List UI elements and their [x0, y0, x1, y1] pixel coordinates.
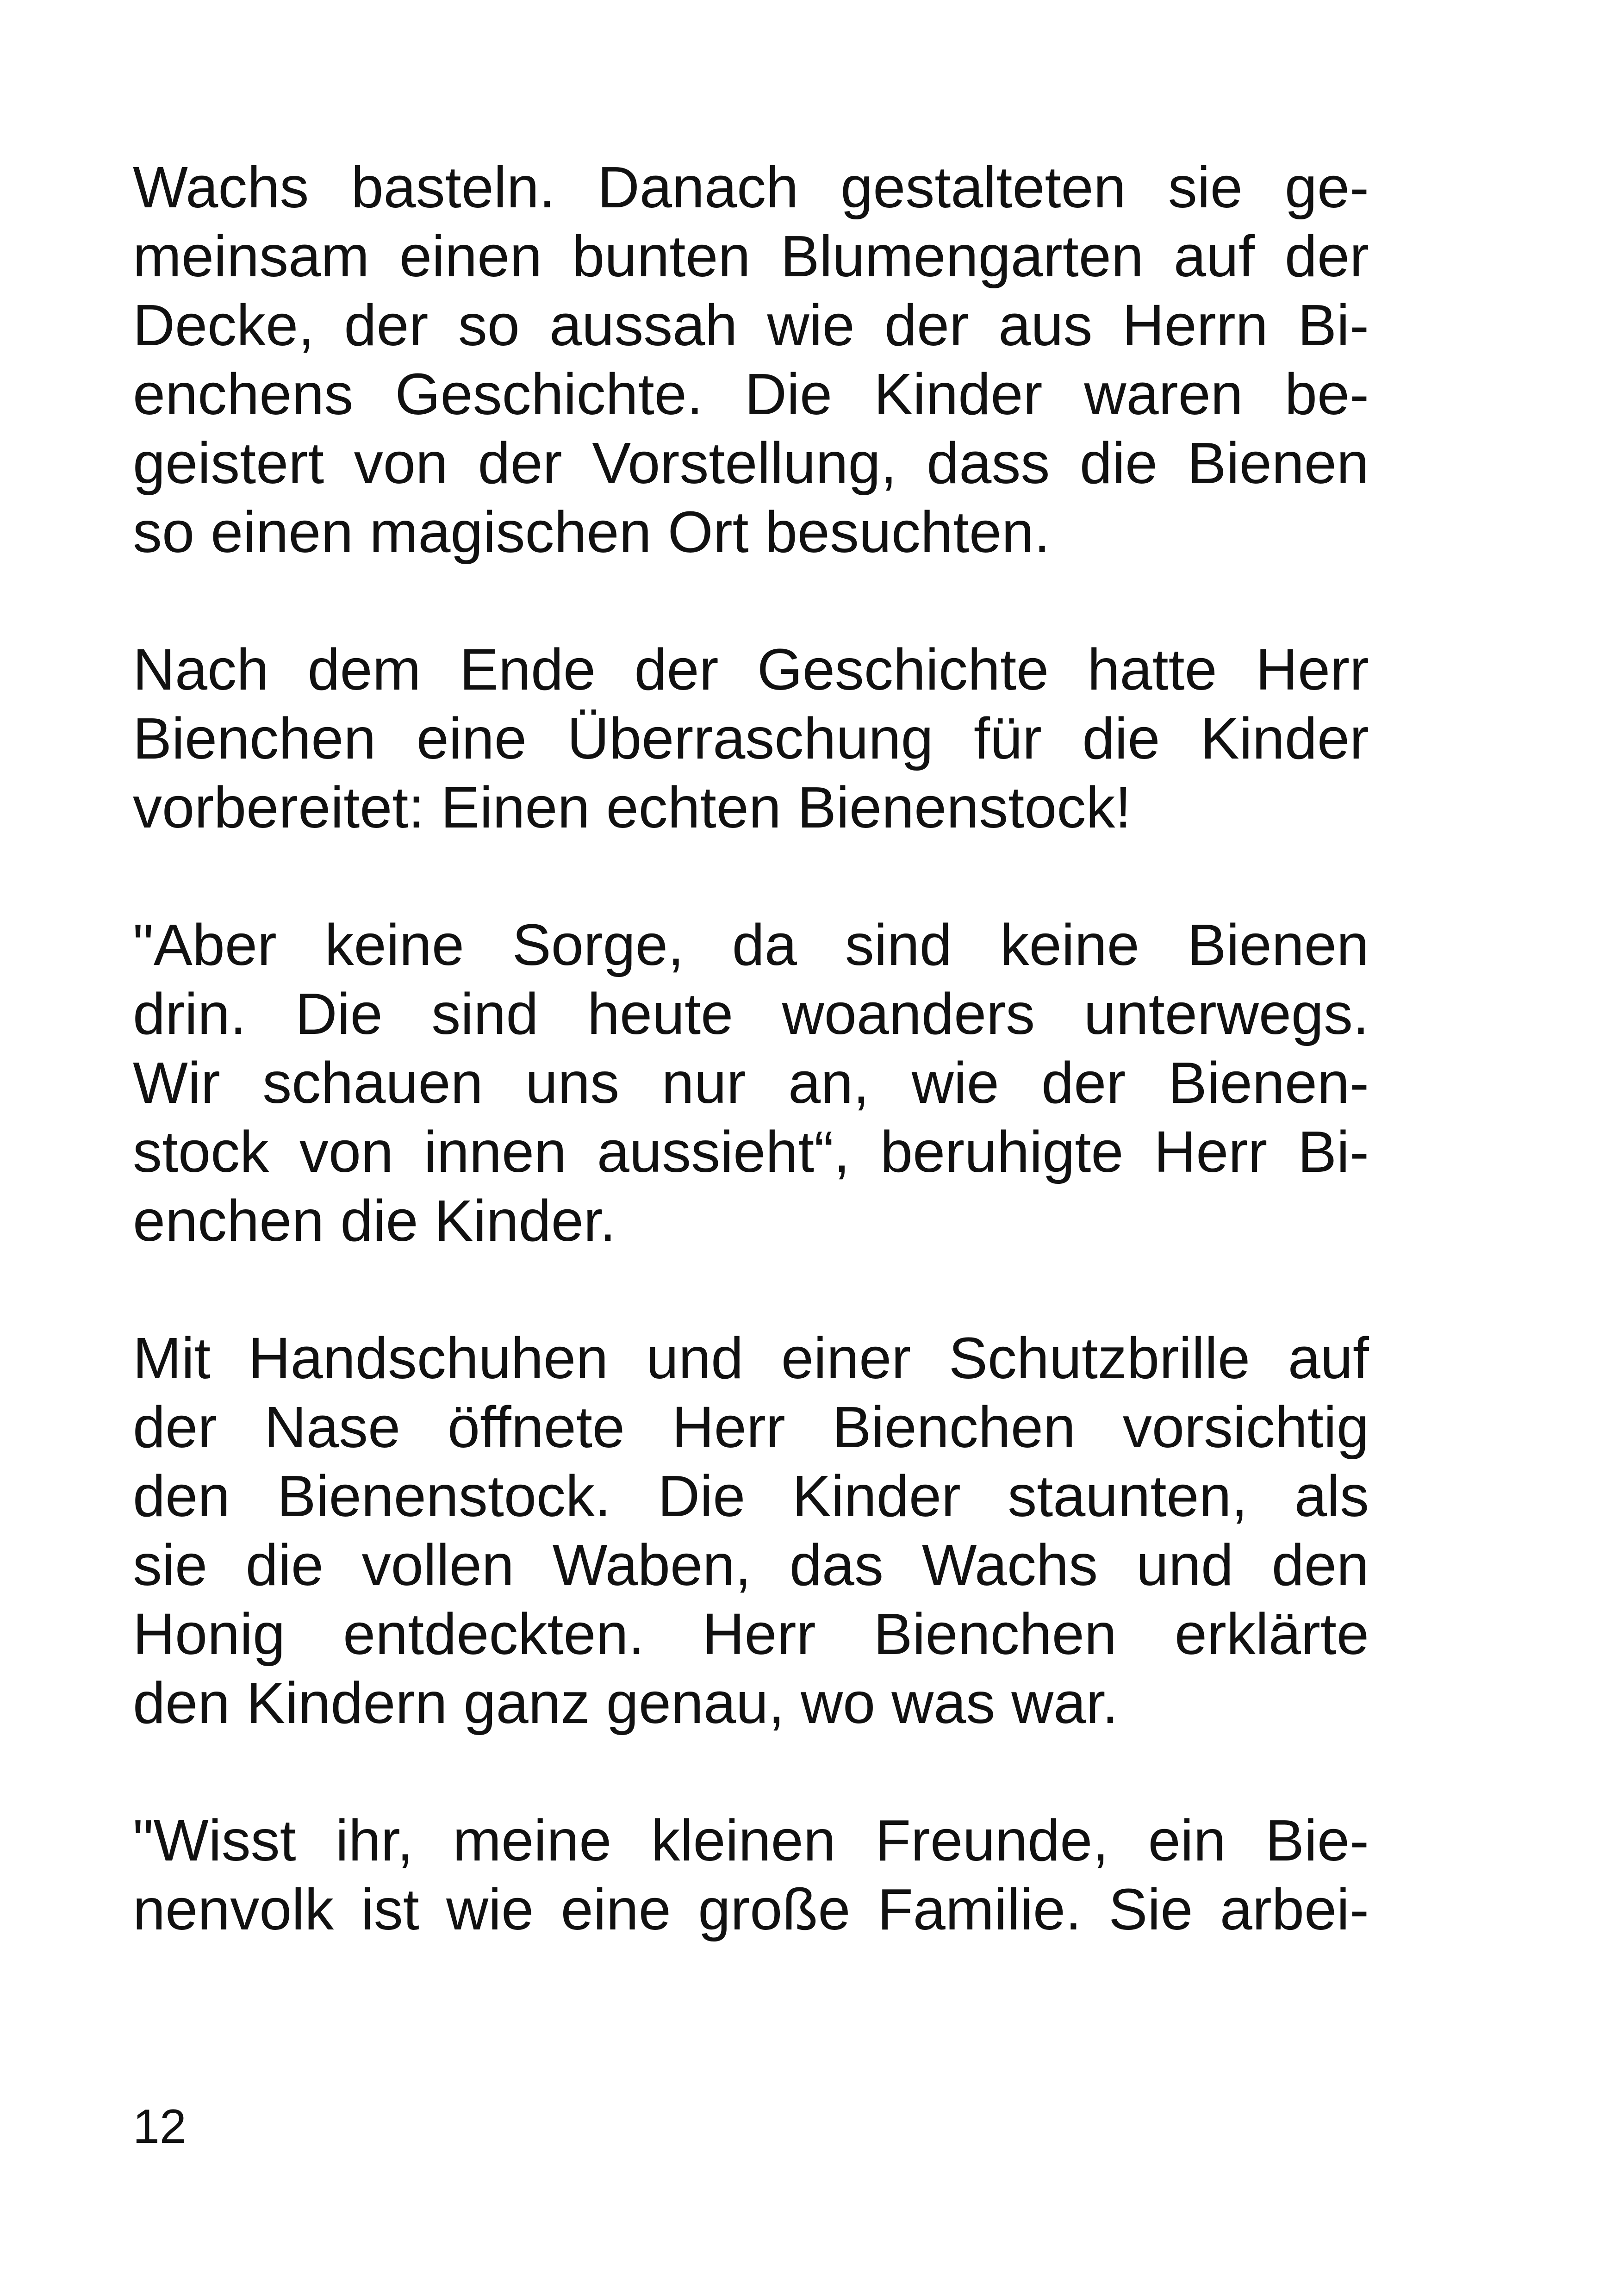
- paragraph-2: [133, 635, 1369, 842]
- paragraph-4: [133, 1324, 1369, 1737]
- text-line: nenvolk ist wie eine große Familie. Sie arbei-: [133, 1877, 1369, 1942]
- text-line: so einen magischen Ort besuchten.: [133, 499, 1051, 565]
- page-number: 12: [133, 2100, 187, 2153]
- paragraph-5: [133, 1806, 1369, 1944]
- text-line: den Kindern ganz genau, wo was war.: [133, 1670, 1119, 1736]
- text-line: Honig entdeckten. Herr Bienchen erklärte: [133, 1601, 1369, 1667]
- text-line: Wachs basteln. Danach gestalteten sie ge-: [133, 155, 1369, 220]
- text-line: Bienchen eine Überraschung für die Kinder: [133, 706, 1369, 771]
- text-line: Decke, der so aussah wie der aus Herrn Bi-: [133, 292, 1369, 358]
- text-line: meinsam einen bunten Blumengarten auf der: [133, 224, 1369, 289]
- text-line: geistert von der Vorstellung, dass die Bienen: [133, 430, 1369, 496]
- text-line: stock von innen aussieht“, beruhigte Herr Bi-: [133, 1119, 1369, 1184]
- body-text: [133, 153, 1369, 2012]
- text-line: Wir schauen uns nur an, wie der Bienen-: [133, 1050, 1369, 1115]
- text-line: der Nase öffnete Herr Bienchen vorsichtig: [133, 1394, 1369, 1460]
- text-line: "Wisst ihr, meine kleinen Freunde, ein Bie-: [133, 1808, 1369, 1873]
- text-line: vorbereitet: Einen echten Bienenstock!: [133, 775, 1132, 840]
- text-line: sie die vollen Waben, das Wachs und den: [133, 1532, 1369, 1598]
- text-line: Nach dem Ende der Geschichte hatte Herr: [133, 637, 1369, 702]
- paragraph-1: [133, 153, 1369, 566]
- text-line: "Aber keine Sorge, da sind keine Bienen: [133, 912, 1369, 977]
- text-line: den Bienenstock. Die Kinder staunten, als: [133, 1463, 1369, 1529]
- text-line: enchen die Kinder.: [133, 1188, 616, 1253]
- text-line: drin. Die sind heute woanders unterwegs.: [133, 981, 1369, 1046]
- text-line: enchens Geschichte. Die Kinder waren be-: [133, 361, 1369, 427]
- paragraph-3: [133, 910, 1369, 1255]
- text-line: Mit Handschuhen und einer Schutzbrille auf: [133, 1325, 1369, 1391]
